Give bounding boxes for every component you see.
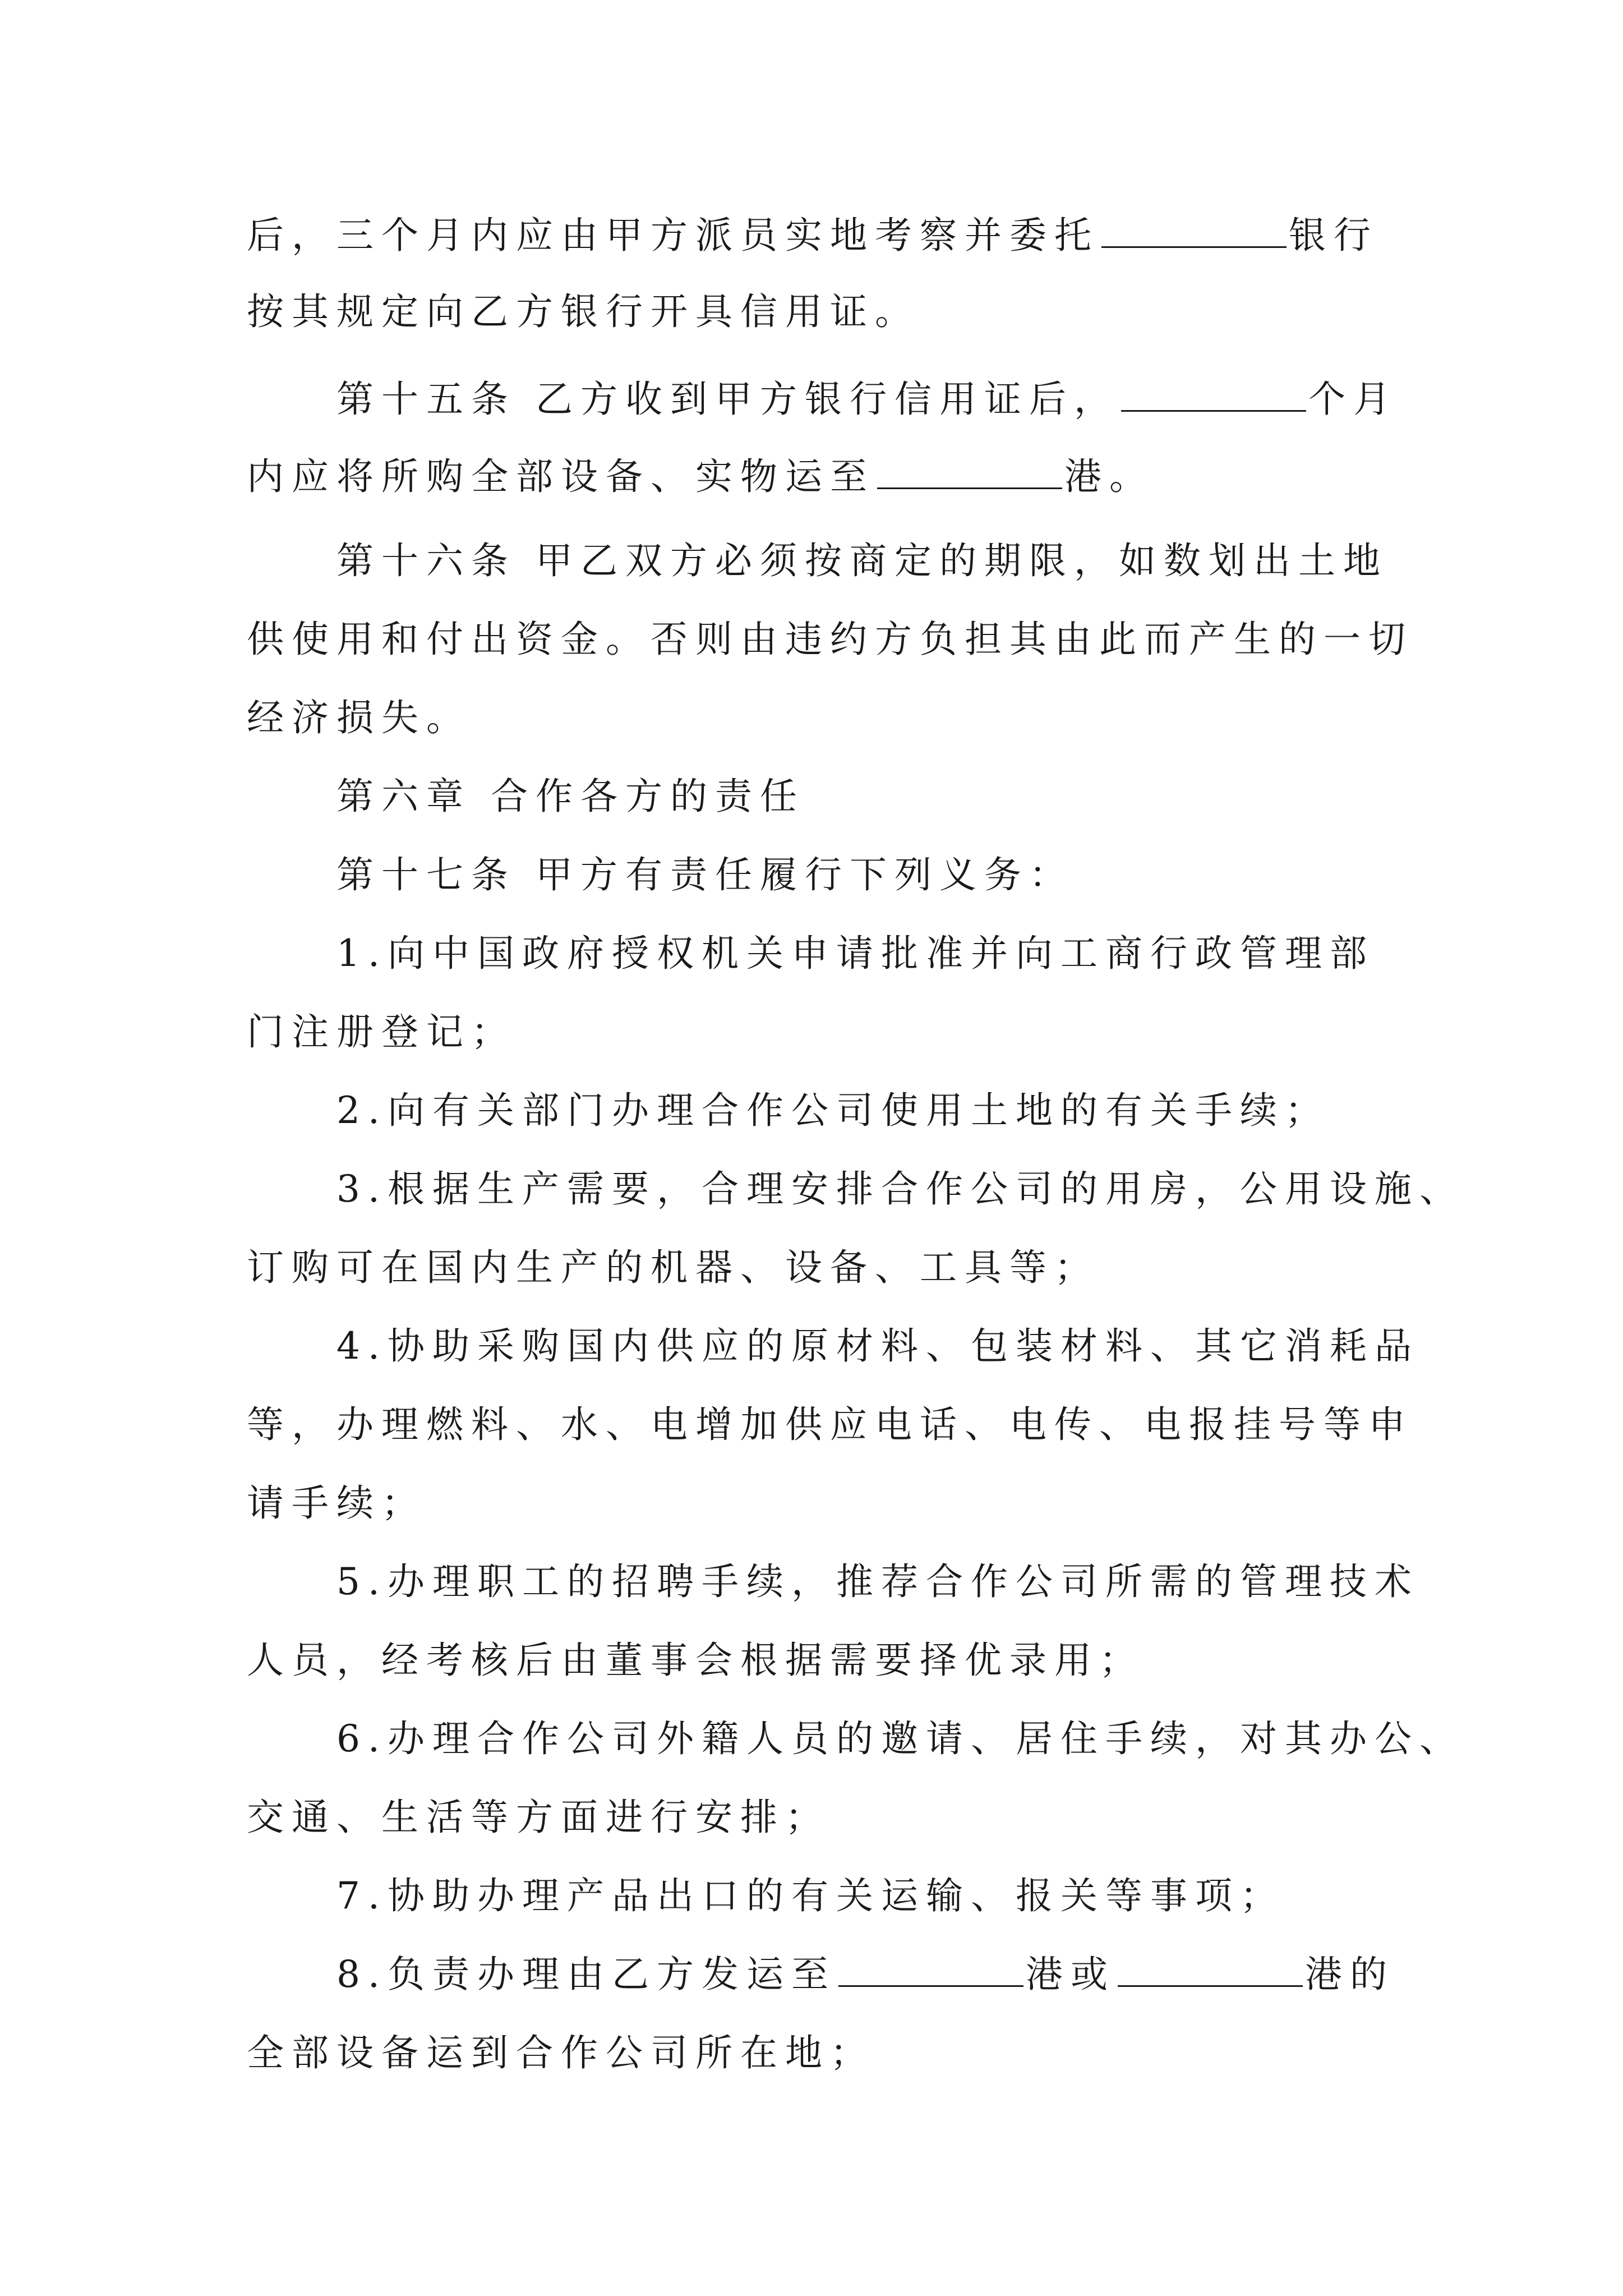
line-text: 门注册登记； xyxy=(247,1010,516,1053)
list-item xyxy=(247,1156,1464,1223)
line-text: 交通、生活等方面进行安排； xyxy=(247,1796,830,1839)
list-item xyxy=(247,1941,1395,2008)
line-text: 银行 xyxy=(1289,214,1378,257)
line-text: 5.办理职工的招聘手续，推荐合作公司所需的管理技术 xyxy=(336,1560,1419,1603)
text-line xyxy=(247,202,1378,269)
line-text: 第十六条 甲乙双方必须按商定的期限，如数划出土地 xyxy=(336,539,1388,582)
list-item xyxy=(247,1548,1419,1616)
fill-blank xyxy=(1101,213,1287,248)
line-text: 按其规定向乙方银行开具信用证。 xyxy=(247,290,920,333)
line-text: 第六章 合作各方的责任 xyxy=(336,775,805,818)
text-line xyxy=(247,1627,1144,1694)
line-text: 人员，经考核后由董事会根据需要择优录用； xyxy=(247,1639,1144,1682)
line-text: 1.向中国政府授权机关申请批准并向工商行政管理部 xyxy=(336,932,1375,975)
line-text: 7.协助办理产品出口的有关运输、报关等事项； xyxy=(336,1874,1285,1917)
line-text: 第十七条 甲方有责任履行下列义务： xyxy=(336,853,1074,896)
list-item xyxy=(247,1077,1330,1144)
line-text: 内应将所购全部设备、实物运至 xyxy=(247,455,875,498)
line-text: 订购可在国内生产的机器、设备、工具等； xyxy=(247,1246,1099,1289)
line-text: 经济损失。 xyxy=(247,696,471,739)
fill-blank xyxy=(877,454,1062,489)
text-line xyxy=(247,278,920,346)
line-text: 请手续； xyxy=(247,1481,426,1525)
text-line xyxy=(247,1234,1099,1301)
list-item xyxy=(247,1313,1419,1380)
fill-blank xyxy=(1118,1952,1303,1987)
line-text: 港或 xyxy=(1025,1953,1115,1996)
line-text: 港的 xyxy=(1304,1953,1395,1996)
text-line xyxy=(247,1470,426,1537)
line-text: 8.负责办理由乙方发运至 xyxy=(336,1953,836,1996)
line-text: 供使用和付出资金。否则由违约方负担其由此而产生的一切 xyxy=(247,618,1413,661)
article-16 xyxy=(247,527,1388,595)
text-line xyxy=(247,1391,1413,1458)
text-line xyxy=(247,443,1154,510)
text-line xyxy=(247,1784,830,1851)
line-text: 2.向有关部门办理合作公司使用土地的有关手续； xyxy=(336,1089,1330,1132)
line-text: 第十五条 乙方收到甲方银行信用证后， xyxy=(336,378,1119,421)
line-text: 3.根据生产需要，合理安排合作公司的用房，公用设施、 xyxy=(336,1167,1464,1211)
article-17 xyxy=(247,841,1074,909)
text-line xyxy=(247,999,516,1066)
fill-blank xyxy=(838,1952,1023,1987)
text-line xyxy=(247,684,471,752)
list-item xyxy=(247,1862,1285,1930)
line-text: 港。 xyxy=(1064,455,1154,498)
text-line xyxy=(247,2019,875,2087)
line-text: 后，三个月内应由甲方派员实地考察并委托 xyxy=(247,214,1099,257)
line-text: 等，办理燃料、水、电增加供应电话、电传、电报挂号等申 xyxy=(247,1403,1413,1446)
list-item xyxy=(247,920,1375,987)
article-15 xyxy=(247,366,1398,433)
chapter-heading xyxy=(247,763,805,830)
list-item xyxy=(247,1705,1464,1773)
line-text: 个月 xyxy=(1308,378,1398,421)
line-text: 全部设备运到合作公司所在地； xyxy=(247,2031,875,2074)
fill-blank xyxy=(1121,376,1306,412)
line-text: 6.办理合作公司外籍人员的邀请、居住手续，对其办公、 xyxy=(336,1717,1464,1760)
text-line xyxy=(247,606,1413,673)
line-text: 4.协助采购国内供应的原材料、包装材料、其它消耗品 xyxy=(336,1324,1419,1368)
